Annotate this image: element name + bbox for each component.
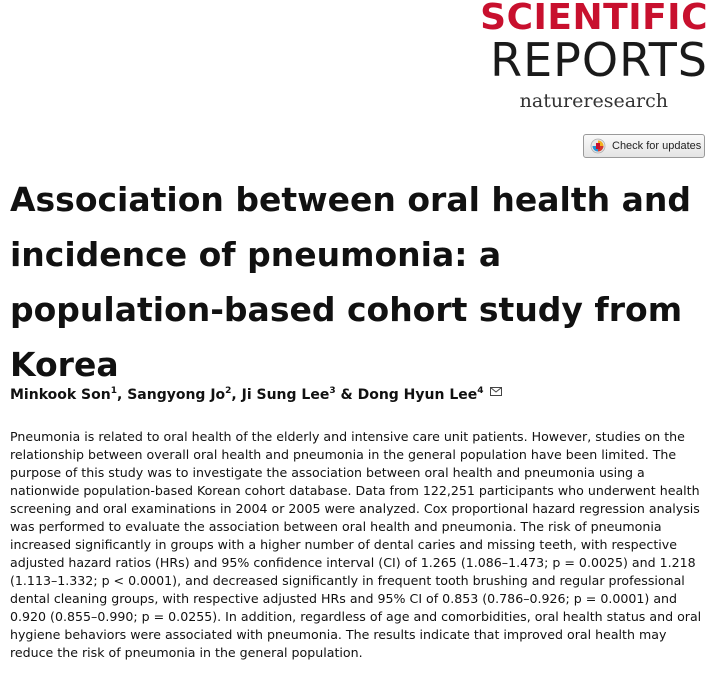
affiliation-marker[interactable]: 1: [110, 386, 117, 396]
check-for-updates-button[interactable]: [583, 134, 705, 158]
author-separator: ,: [117, 387, 128, 403]
author-name[interactable]: Minkook Son: [10, 387, 111, 403]
check-updates-icon: [590, 138, 606, 154]
journal-masthead: [480, 0, 708, 112]
author-name[interactable]: Dong Hyun Lee: [357, 387, 478, 403]
author-name[interactable]: Ji Sung Lee: [241, 387, 330, 403]
author-name[interactable]: Sangyong Jo: [127, 387, 226, 403]
affiliation-marker[interactable]: 3: [329, 386, 336, 396]
abstract: Pneumonia is related to oral health of the elderly and intensive care unit patients. However, studies on the relationship between overall oral health and pneumonia in the general population have been limited. The purpose of this study was to investigate the association between oral health and pneumonia using a nationwide population-based Korean cohort database. Data from 122,251 participants who underwent health screening and oral examinations in 2004 or 2005 were analyzed. Cox proportional hazard regression analysis was performed to evaluate the association between oral health and pneumonia. The risk of pneumonia increased significantly in groups with a higher number of dental caries and missing teeth, with respective adjusted hazard ratios (HRs) and 95% confidence interval (CI) of 1.265 (1.086–1.473; p = 0.0025) and 1.218 (1.113–1.332; p < 0.0001), and decreased significantly in frequent tooth brushing and regular professional dental cleaning groups, with respective adjusted HRs and 95% CI of 0.853 (0.786–0.926; p = 0.0001) and 0.920 (0.855–0.990; p = 0.0255). In addition, regardless of age and comorbidities, oral health status and oral hygiene behaviors were associated with pneumonia. The results indicate that improved oral health may reduce the risk of pneumonia in the general population.: [10, 429, 702, 660]
publisher-research: research: [583, 90, 668, 112]
author-separator: ,: [231, 387, 242, 403]
publisher-logo: [480, 90, 708, 112]
article-title: Association between oral health and incidence of pneumonia: a population-based cohort study from Korea: [10, 180, 691, 384]
author-separator: &: [335, 387, 358, 403]
journal-name-scientific: SCIENTIFIC: [480, 0, 708, 38]
affiliation-marker[interactable]: 2: [225, 386, 232, 396]
author-list: [10, 386, 502, 403]
check-updates-label: Check for updates: [612, 140, 702, 152]
envelope-icon[interactable]: [490, 387, 502, 396]
journal-name-reports: REPORTS: [490, 33, 708, 87]
affiliation-marker[interactable]: 4: [477, 386, 484, 396]
publisher-nature: nature: [519, 90, 584, 112]
